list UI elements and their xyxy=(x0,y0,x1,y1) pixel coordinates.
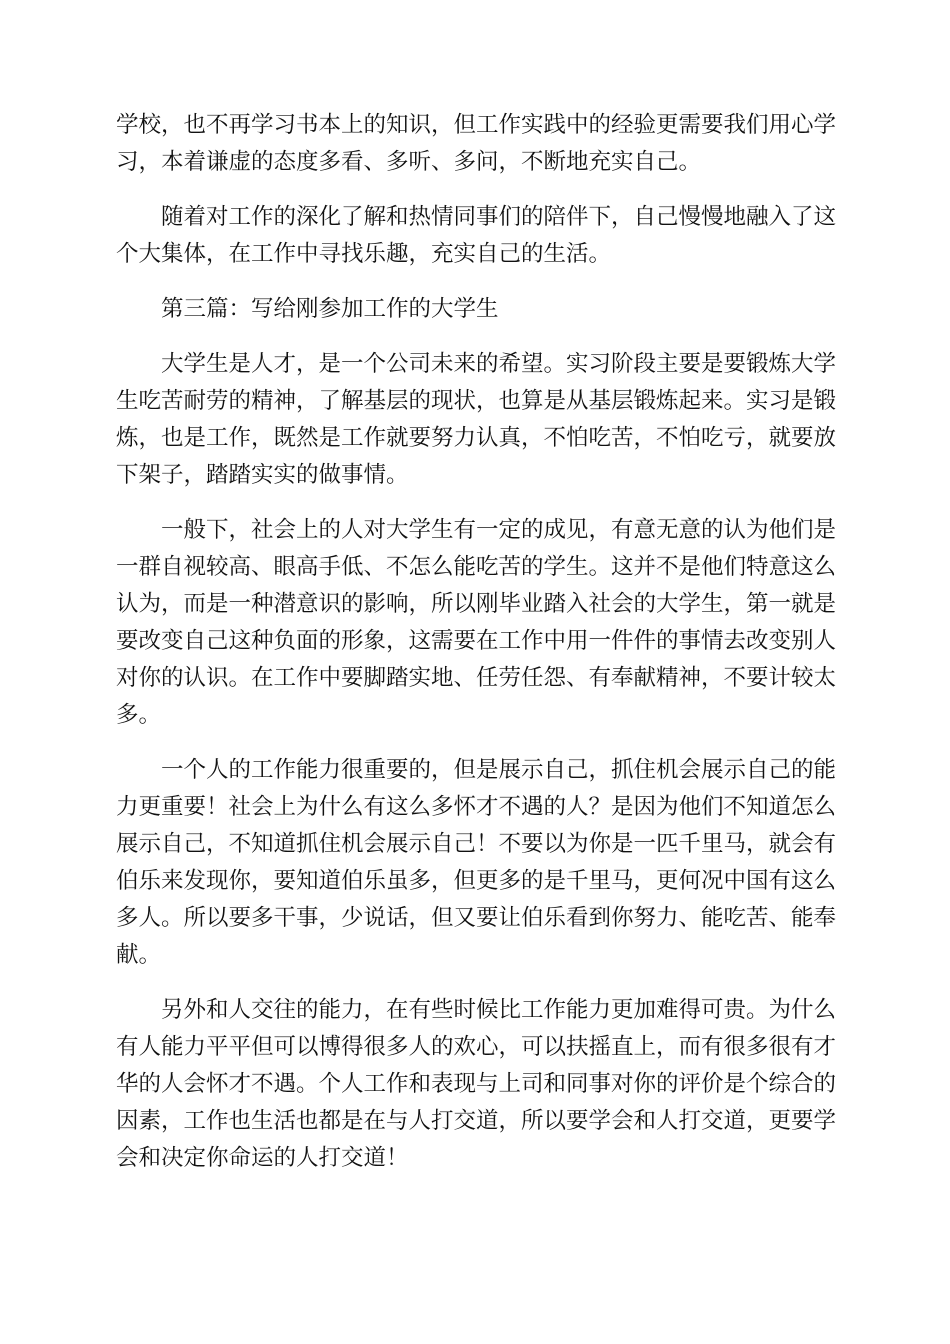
document-body xyxy=(116,107,836,1195)
paragraph: 一般下，社会上的人对大学生有一定的成见，有意无意的认为他们是一群自视较高、眼高手低、不怎么能吃苦的学生。这并不是他们特意这么认为，而是一种潜意识的影响，所以刚毕业踏入社会的大学生，第一就是要改变自己这种负面的形象，这需要在工作中用一件件的事情去改变别人对你的认识。在工作中要脚踏实地、任劳任怨、有奉献精神，不要计较太多。 xyxy=(116,517,837,728)
section-heading: 第三篇：写给刚参加工作的大学生 xyxy=(161,296,499,322)
paragraph: 大学生是人才，是一个公司未来的希望。实习阶段主要是要锻炼大学生吃苦耐劳的精神，了解基层的现状，也算是从基层锻炼起来。实习是锻炼，也是工作，既然是工作就要努力认真，不怕吃苦，不怕吃亏，就要放下架子，踏踏实实的做事情。 xyxy=(116,351,837,488)
paragraph: 随着对工作的深化了解和热情同事们的陪伴下，自己慢慢地融入了这个大集体，在工作中寻找乐趣，充实自己的生活。 xyxy=(116,204,837,267)
paragraph: 一个人的工作能力很重要的，但是展示自己，抓住机会展示自己的能力更重要！社会上为什么有这么多怀才不遇的人？是因为他们不知道怎么展示自己，不知道抓住机会展示自己！不要以为你是一匹千里马，就会有伯乐来发现你，要知道伯乐虽多，但更多的是千里马，更何况中国有这么多人。所以要多干事，少说话，但又要让伯乐看到你努力、能吃苦、能奉献。 xyxy=(116,757,837,968)
paragraph-continuation: 学校，也不再学习书本上的知识，但工作实践中的经验更需要我们用心学习，本着谦虚的态度多看、多听、多问，不断地充实自己。 xyxy=(116,112,837,175)
paragraph: 另外和人交往的能力，在有些时候比工作能力更加难得可贵。为什么有人能力平平但可以博得很多人的欢心，可以扶摇直上，而有很多很有才华的人会怀才不遇。个人工作和表现与上司和同事对你的评价是个综合的因素，工作也生活也都是在与人打交道，所以要学会和人打交道，更要学会和决定你命运的人打交道！ xyxy=(116,997,837,1171)
